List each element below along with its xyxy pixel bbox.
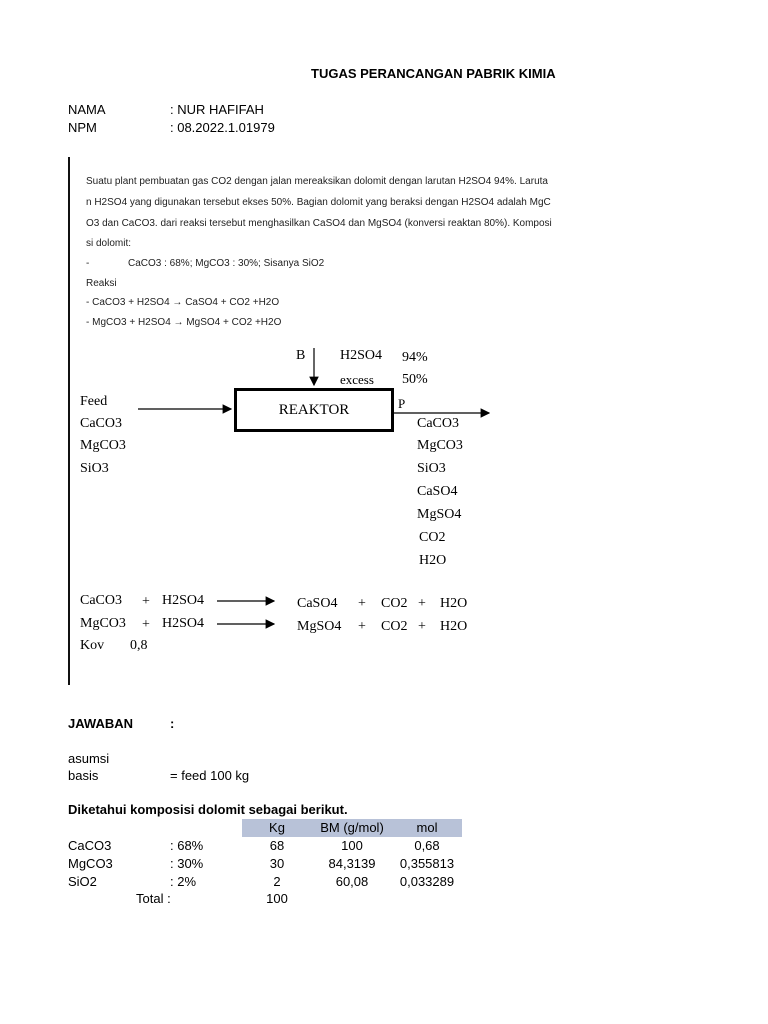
diketahui-heading: Diketahui komposisi dolomit sebagai berikut. [68, 802, 348, 817]
jawaban-colon: : [170, 716, 175, 731]
table-row-pct: : 2% [170, 874, 197, 889]
eq1-left: CaCO3 [80, 593, 122, 608]
table-total-label: Total : [136, 891, 171, 906]
nama-value: : NUR HAFIFAH [170, 102, 264, 117]
problem-line-3: O3 dan CaCO3. dari reaksi tersebut menghasilkan CaSO4 dan MgSO4 (konversi reaktan 80%). Komposi [86, 218, 552, 229]
basis-value: = feed 100 kg [170, 768, 250, 783]
eq1-product-2: + [358, 596, 366, 611]
basis-label: basis [68, 768, 99, 783]
reaksi-label: Reaksi [86, 278, 117, 289]
reaction-1: - CaCO3 + H2SO4 → CaSO4 + CO2 +H2O [86, 297, 280, 308]
table-row-name: SiO2 [68, 874, 97, 889]
eq1-product-5: H2O [440, 596, 468, 611]
asumsi-label: asumsi [68, 751, 110, 766]
problem-line-2: n H2SO4 yang digunakan tersebut ekses 50%. Bagian dolomit yang beraksi dengan H2SO4 adalah MgC [86, 197, 551, 208]
b-label: B [296, 348, 306, 363]
feed-item-mgco3: MgCO3 [80, 438, 126, 453]
composition-dash: - [86, 258, 90, 269]
eq2-product-4: + [418, 619, 426, 634]
table-row-bm: 84,3139 [328, 856, 376, 871]
table-row-kg: 2 [273, 874, 281, 889]
reaction-2: - MgCO3 + H2SO4 → MgSO4 + CO2 +H2O [86, 317, 282, 328]
eq2-product-1: MgSO4 [297, 619, 342, 634]
eq2-product-3: CO2 [381, 619, 408, 634]
table-row-pct: : 68% [170, 838, 204, 853]
excess-percent: 50% [402, 372, 428, 387]
eq2-reagent: H2SO4 [162, 616, 205, 631]
product-item-mgso4: MgSO4 [417, 507, 462, 522]
npm-label: NPM [68, 120, 97, 135]
kov-value: 0,8 [130, 638, 148, 653]
table-row-name: CaCO3 [68, 838, 112, 853]
npm-value: : 08.2022.1.01979 [170, 120, 275, 135]
eq1-product-3: CO2 [381, 596, 408, 611]
jawaban-label: JAWABAN [68, 716, 134, 731]
table-row-mol: 0,033289 [399, 874, 455, 889]
p-label: P [398, 396, 406, 411]
feed-label: Feed [80, 394, 108, 409]
h2so4-percent: 94% [402, 350, 428, 365]
table-header-mol: mol [416, 820, 438, 835]
eq2-plus: + [142, 617, 150, 632]
table-row-bm: 100 [341, 838, 363, 853]
eq1-plus: + [142, 594, 150, 609]
table-header-kg: Kg [269, 820, 285, 835]
page-title: TUGAS PERANCANGAN PABRIK KIMIA [311, 66, 556, 81]
problem-line-4: si dolomit: [86, 238, 132, 249]
table-total-value: 100 [266, 891, 288, 906]
eq1-product-4: + [418, 596, 426, 611]
excess-label: excess [340, 372, 374, 387]
product-item-co2: CO2 [419, 530, 446, 545]
table-row-mol: 0,68 [414, 838, 440, 853]
eq2-left: MgCO3 [80, 616, 126, 631]
nama-label: NAMA [68, 102, 106, 117]
product-item-sio3: SiO3 [417, 461, 446, 476]
product-item-h2o: H2O [419, 553, 447, 568]
product-item-caco3: CaCO3 [417, 416, 459, 431]
reactor-label: REAKTOR [278, 401, 350, 418]
composition-text: CaCO3 : 68%; MgCO3 : 30%; Sisanya SiO2 [128, 258, 325, 269]
feed-item-sio3: SiO3 [80, 461, 109, 476]
table-row-name: MgCO3 [68, 856, 113, 871]
table-row-pct: : 30% [170, 856, 204, 871]
eq2-product-2: + [358, 619, 366, 634]
h2so4-label: H2SO4 [340, 348, 383, 363]
table-row-mol: 0,355813 [399, 856, 455, 871]
feed-item-caco3: CaCO3 [80, 416, 122, 431]
kov-label: Kov [80, 638, 105, 653]
table-header-bm: BM (g/mol) [320, 820, 384, 835]
problem-line-1: Suatu plant pembuatan gas CO2 dengan jalan mereaksikan dolomit dengan larutan H2SO4 94%. Laruta [86, 176, 548, 187]
product-item-mgco3: MgCO3 [417, 438, 463, 453]
table-row-kg: 30 [269, 856, 285, 871]
eq1-product-1: CaSO4 [297, 596, 338, 611]
table-row-bm: 60,08 [335, 874, 369, 889]
eq2-product-5: H2O [440, 619, 468, 634]
table-row-kg: 68 [269, 838, 285, 853]
eq1-reagent: H2SO4 [162, 593, 205, 608]
product-item-caso4: CaSO4 [417, 484, 458, 499]
